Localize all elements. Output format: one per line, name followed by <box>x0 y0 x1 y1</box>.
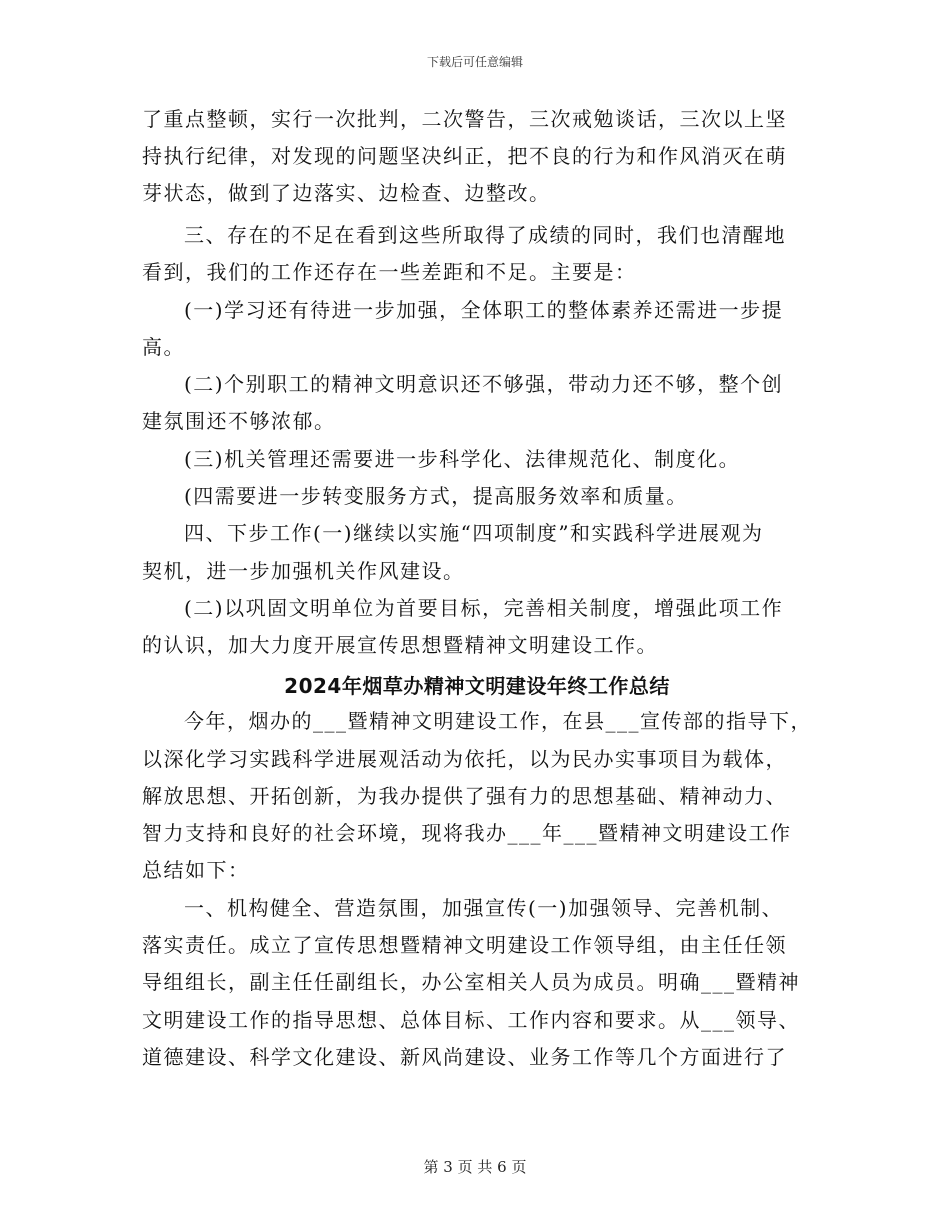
paragraph-line: (四需要进一步转变服务方式，提高服务效率和质量。 <box>184 484 688 508</box>
paragraph-line: 高。 <box>142 335 185 359</box>
paragraph-line: 总结如下： <box>142 858 250 882</box>
paragraph-line: 三、存在的不足在看到这些所取得了成绩的同时，我们也清醒地 <box>184 223 786 247</box>
paragraph-line: (二)以巩固文明单位为首要目标，完善相关制度，增强此项工作 <box>184 596 784 620</box>
paragraph-line: 解放思想、开拓创新，为我办提供了强有力的思想基础、精神动力、 <box>142 784 787 808</box>
paragraph-line: 持执行纪律，对发现的问题坚决纠正，把不良的行为和作风消灭在萌 <box>142 144 787 168</box>
paragraph-line: 四、下步工作(一)继续以实施“四项制度”和实践科学进展观为 <box>184 521 764 545</box>
paragraph-line: 落实责任。成立了宣传思想暨精神文明建设工作领导组，由主任任领 <box>142 933 787 957</box>
paragraph-line: 了重点整顿，实行一次批判，二次警告，三次戒勉谈话，三次以上坚 <box>142 107 787 131</box>
paragraph-line: 导组组长，副主任任副组长，办公室相关人员为成员。明确___暨精神 <box>142 970 800 994</box>
paragraph-line: (二)个别职工的精神文明意识还不够强，带动力还不够，整个创 <box>184 372 784 396</box>
paragraph-line: 智力支持和良好的社会环境，现将我办___年___暨精神文明建设工作 <box>142 821 792 845</box>
paragraph-line: 文明建设工作的指导思想、总体目标、工作内容和要求。从___领导、 <box>142 1008 800 1032</box>
paragraph-line: 的认识，加大力度开展宣传思想暨精神文明建设工作。 <box>142 633 658 657</box>
page-header: 下载后可任意编辑 <box>426 55 523 69</box>
paragraph-line: 道德建设、科学文化建设、新风尚建设、业务工作等几个方面进行了 <box>142 1045 787 1069</box>
page-footer: 第 3 页 共 6 页 <box>423 1158 527 1176</box>
paragraph-line: (一)学习还有待进一步加强，全体职工的整体素养还需进一步提 <box>184 298 784 322</box>
paragraph-line: 看到，我们的工作还存在一些差距和不足。主要是： <box>142 260 637 284</box>
paragraph-line: 契机，进一步加强机关作风建设。 <box>142 559 465 583</box>
section-title: 2024年烟草办精神文明建设年终工作总结 <box>284 674 670 698</box>
paragraph-line: (三)机关管理还需要进一步科学化、法律规范化、制度化。 <box>184 447 741 471</box>
paragraph-line: 今年，烟办的___暨精神文明建设工作，在县___宣传部的指导下， <box>184 709 812 733</box>
paragraph-line: 芽状态，做到了边落实、边检查、边整改。 <box>142 181 551 205</box>
paragraph-line: 建氛围还不够浓郁。 <box>142 409 336 433</box>
paragraph-line: 一、机构健全、营造氛围，加强宣传(一)加强领导、完善机制、 <box>184 896 784 920</box>
paragraph-line: 以深化学习实践科学进展观活动为依托，以为民办实事项目为载体， <box>142 747 787 771</box>
